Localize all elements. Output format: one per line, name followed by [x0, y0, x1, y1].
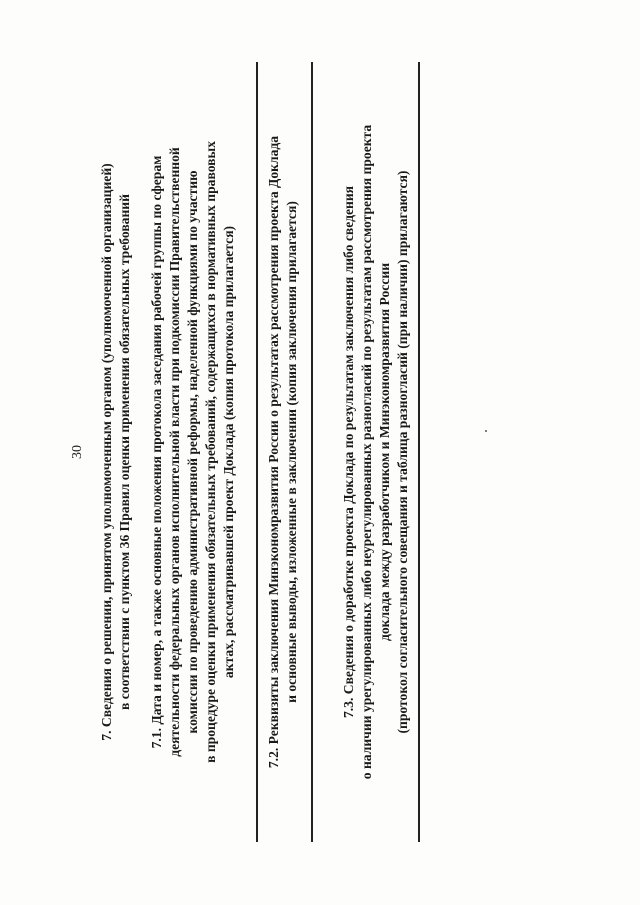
section-7-1-heading — [148, 57, 238, 847]
page-number: 30 — [70, 445, 85, 459]
scan-speck — [485, 430, 487, 432]
divider-line — [311, 62, 313, 842]
text-line: деятельности федеральных органов исполнительной власти при подкомиссии Правительственной — [167, 147, 182, 757]
text-line: 7. Сведения о решении, принятом уполномоченным органом (уполномоченной организацией) — [99, 163, 114, 741]
text-line: и основные выводы, изложенные в заключении (копия заключения прилагается) — [284, 201, 299, 703]
text-line: комиссии по проведению административной реформы, наделенной функциями по участию — [185, 170, 200, 734]
section-7-2-heading — [265, 42, 301, 862]
section-7-heading — [98, 72, 134, 832]
text-line: 7.1. Дата и номер, а также основные положения протокола заседания рабочей группы по сферам — [149, 155, 164, 749]
document-page — [40, 32, 600, 872]
section-7-3-heading — [340, 42, 412, 862]
divider-line — [256, 62, 258, 842]
text-line: в соответствии с пунктом 36 Правил оценки применения обязательных требований — [117, 194, 132, 710]
text-line: 7.3. Сведения о доработке проекта Доклада по результатам заключения либо сведения — [341, 185, 356, 719]
text-line: доклада между разработчиком и Минэкономразвития России — [377, 262, 392, 642]
text-line: 7.2. Реквизиты заключения Минэкономразвития России о результатах рассмотрения проекта Доклада — [266, 135, 281, 769]
text-line: (протокол согласительного совещания и таблица разногласий (при наличии) прилагаются) — [395, 170, 410, 734]
text-line: в процедуре оценки применения обязательных требований, содержащихся в нормативных правовых — [203, 141, 218, 763]
divider-line — [418, 62, 420, 842]
text-line: о наличии урегулированных либо неурегулированных разногласий по результатам рассмотрения проекта — [359, 124, 374, 780]
text-line: актах, рассматривавшей проект Доклада (копия протокола прилагается) — [221, 225, 236, 679]
